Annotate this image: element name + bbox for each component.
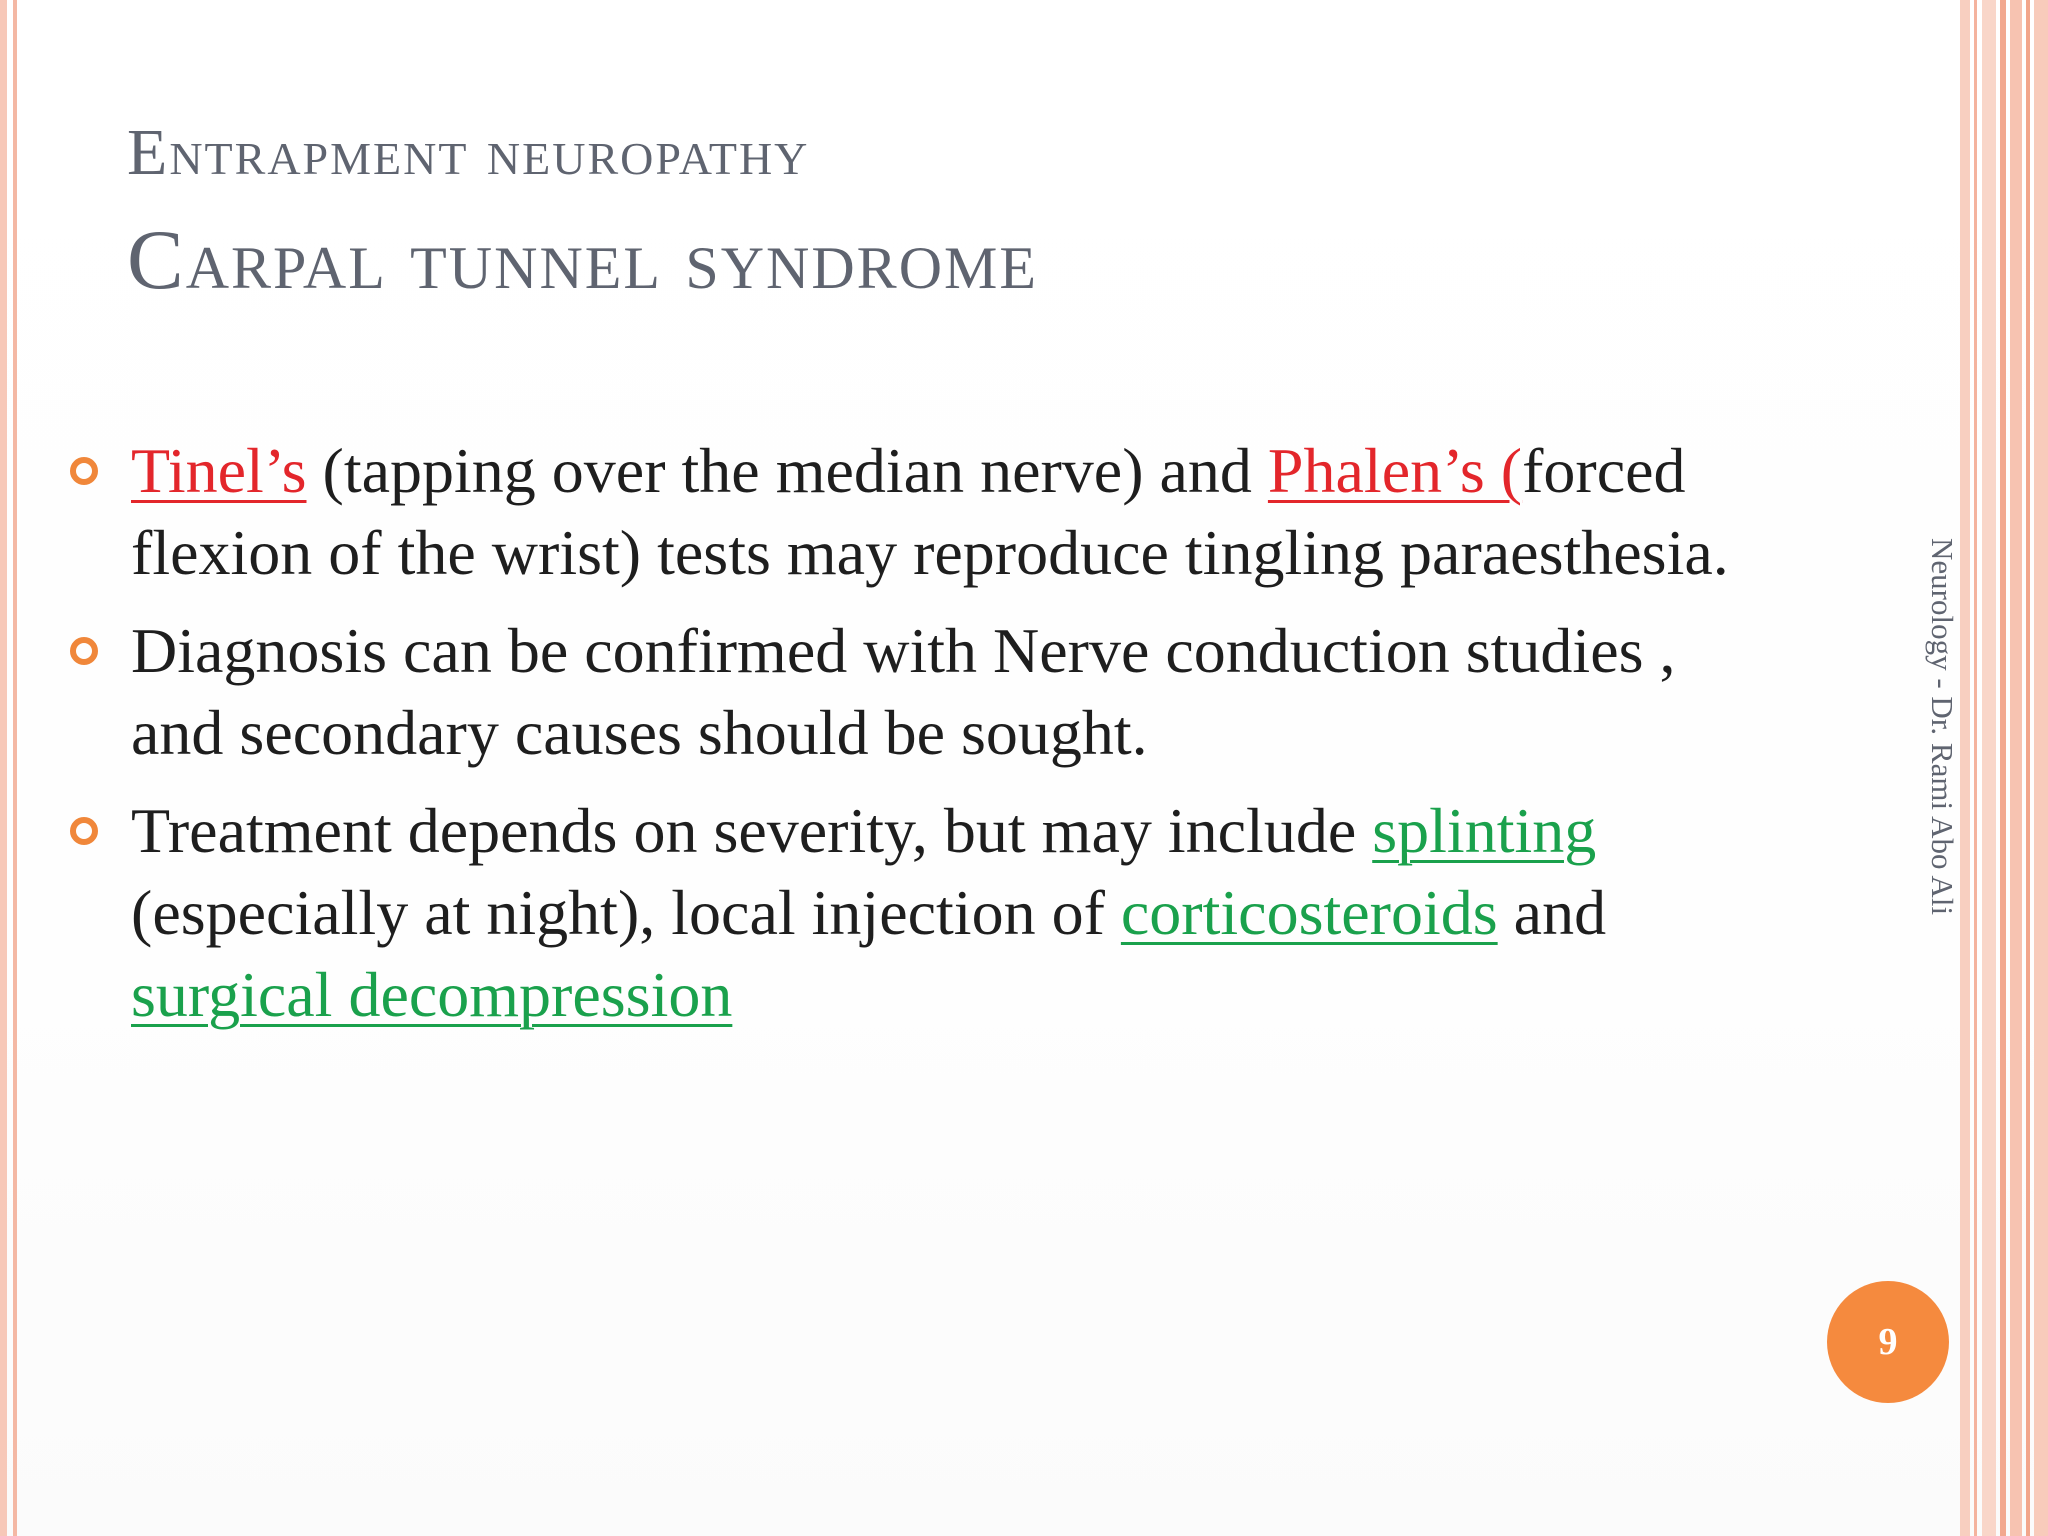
bullet-ring-icon: [70, 637, 98, 665]
stripe: [1974, 0, 1977, 1536]
bullet-list: [70, 430, 1770, 1052]
title-line-1: Entrapment neuropathy: [127, 116, 810, 189]
link-tinel[interactable]: Tinel’s: [131, 435, 307, 506]
slide-footer: Neurology - Dr. Rami Abo Ali: [1925, 538, 1960, 916]
bullet-text: and: [1497, 877, 1607, 948]
page-number-badge: [1827, 1281, 1949, 1403]
left-border-inner: [13, 0, 17, 1536]
link-phalen[interactable]: Phalen’s (: [1267, 435, 1523, 506]
bullet-ring-icon: [70, 817, 98, 845]
bullet-text: Treatment depends on severity, but may include: [131, 795, 1373, 866]
link-surgical-decompression[interactable]: surgical decompression: [131, 959, 733, 1030]
link-corticosteroids[interactable]: corticosteroids: [1120, 877, 1498, 948]
page-number: 9: [1878, 1321, 1898, 1363]
stripe: [2034, 0, 2048, 1536]
bullet-text: Diagnosis can be confirmed with Nerve conduction studies , and secondary causes should be sought.: [131, 615, 1676, 768]
bullet-text: (tapping over the median nerve) and: [306, 435, 1268, 506]
link-splinting[interactable]: splinting: [1372, 795, 1597, 866]
bullet-item-treatment: [70, 790, 1770, 1036]
slide-title: [127, 116, 1039, 307]
stripe: [2000, 0, 2006, 1536]
bullet-text: forced flexion of the wrist) tests may reproduce tingling paraesthesia.: [131, 435, 1729, 588]
stripe: [1960, 0, 1970, 1536]
right-decorative-stripes: [1960, 0, 2048, 1536]
bullet-item-diagnosis: [70, 610, 1770, 774]
stripe: [1982, 0, 1996, 1536]
title-line-2: Carpal tunnel syndrome: [127, 213, 1039, 307]
stripe: [2010, 0, 2022, 1536]
bullet-item-tests: [70, 430, 1770, 594]
bullet-ring-icon: [70, 457, 98, 485]
left-border-outer: [0, 0, 7, 1536]
bullet-text: (especially at night), local injection of: [131, 877, 1121, 948]
stripe: [2026, 0, 2030, 1536]
